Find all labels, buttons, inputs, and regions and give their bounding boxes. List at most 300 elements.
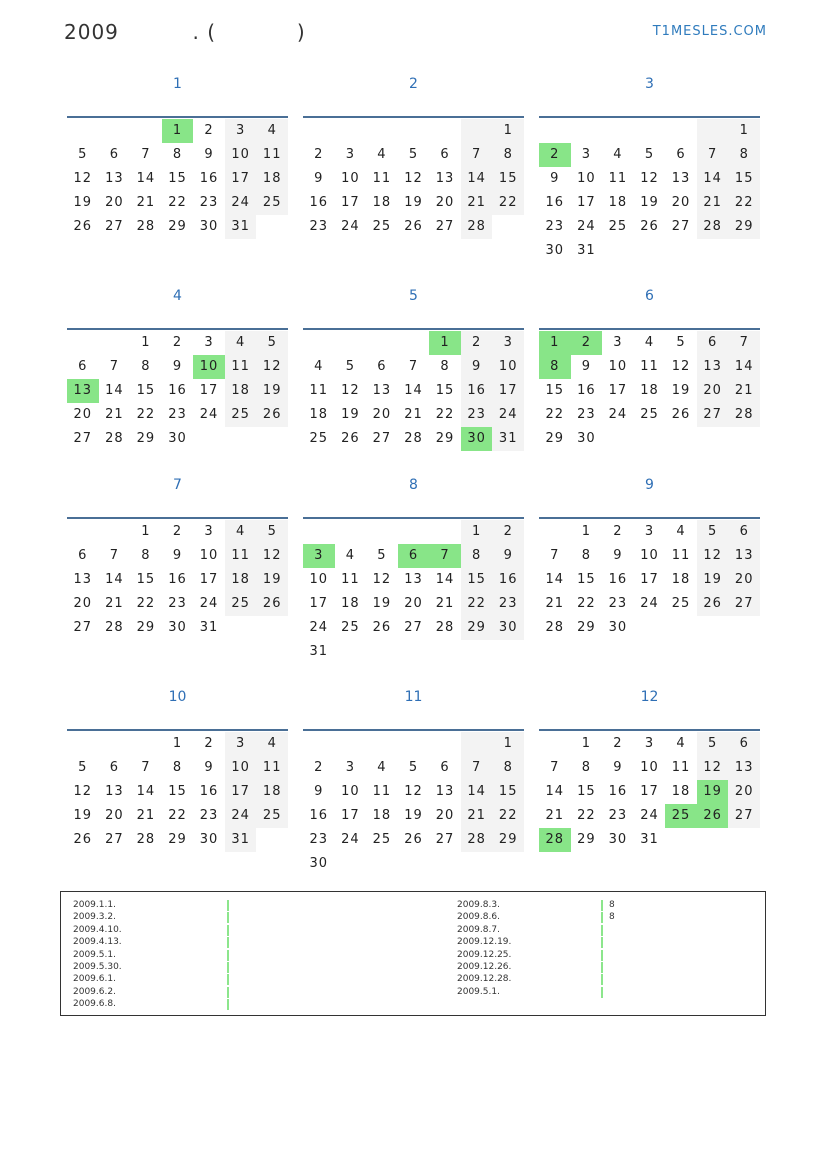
day-cell: 21 [545, 596, 565, 611]
day-cell: 22 [136, 407, 156, 422]
day-cell: 22 [168, 195, 187, 210]
day-cell: 2 [314, 760, 324, 775]
holiday-day-cell: 7 [429, 544, 461, 568]
day-cell: 26 [372, 620, 392, 635]
day-cell: 18 [671, 572, 691, 587]
day-cell: 6 [728, 520, 760, 544]
day-cell: 8 [728, 143, 760, 167]
day-cell: 25 [341, 620, 360, 635]
day-cell: 13 [728, 544, 760, 568]
empty-day-cell [602, 427, 634, 451]
day-cell: 21 [435, 596, 455, 611]
day-cell: 15 [461, 568, 493, 592]
month-name: 4 [173, 288, 182, 304]
day-cell: 26 [404, 219, 423, 234]
day-cell: 1 [141, 524, 151, 539]
day-cell: 3 [204, 335, 214, 350]
month-days [539, 119, 760, 263]
day-cell: 25 [372, 219, 392, 234]
month-days [303, 520, 524, 664]
day-cell: 20 [697, 379, 729, 403]
empty-day-cell [634, 427, 666, 451]
day-cell: 17 [309, 596, 329, 611]
day-cell: 1 [461, 520, 493, 544]
holiday-day-cell: 30 [461, 427, 493, 451]
day-cell: 15 [545, 383, 565, 398]
day-cell: 20 [728, 780, 760, 804]
day-cell: 10 [225, 143, 257, 167]
day-cell: 8 [141, 548, 151, 563]
day-cell: 20 [105, 808, 124, 823]
holiday-date: 2009.6.1. [73, 974, 116, 985]
holiday-day-cell: 28 [539, 828, 571, 852]
day-cell: 29 [492, 828, 524, 852]
holiday-marker [601, 912, 603, 923]
day-cell: 23 [545, 219, 565, 234]
day-cell: 9 [492, 544, 524, 568]
day-cell: 23 [309, 832, 329, 847]
day-cell: 24 [341, 832, 360, 847]
day-cell: 10 [341, 784, 360, 799]
day-cell: 21 [697, 191, 729, 215]
day-cell: 2 [314, 147, 324, 162]
day-cell: 4 [225, 331, 257, 355]
day-cell: 5 [256, 520, 288, 544]
day-cell: 10 [225, 756, 257, 780]
day-cell: 1 [492, 732, 524, 756]
holiday-date: 2009.12.25. [457, 949, 512, 960]
empty-day-cell [539, 520, 571, 544]
day-cell: 8 [141, 359, 151, 374]
day-cell: 19 [697, 568, 729, 592]
day-cell: 2 [613, 524, 623, 539]
day-cell: 14 [136, 171, 156, 186]
day-cell: 12 [256, 355, 288, 379]
month-divider [303, 517, 524, 519]
holiday-date: 2009.4.13. [73, 937, 122, 948]
day-cell: 8 [172, 147, 183, 162]
empty-day-cell [539, 119, 571, 143]
holiday-marker [601, 925, 603, 936]
day-cell: 2 [172, 335, 183, 350]
day-cell: 6 [109, 147, 119, 162]
day-cell: 24 [492, 403, 524, 427]
day-cell: 5 [676, 335, 686, 350]
day-cell: 13 [435, 784, 455, 799]
day-cell: 18 [640, 383, 659, 398]
day-cell: 24 [225, 804, 257, 828]
day-cell: 28 [461, 215, 493, 239]
day-cell: 6 [440, 147, 450, 162]
day-cell: 23 [199, 195, 219, 210]
empty-day-cell [697, 828, 729, 852]
month-name: 11 [404, 689, 423, 705]
day-cell: 14 [728, 355, 760, 379]
day-cell: 3 [345, 147, 355, 162]
empty-day-cell [303, 732, 335, 756]
site-name[interactable]: T1MESLES.COM [652, 24, 767, 39]
empty-day-cell [67, 520, 99, 544]
empty-day-cell [665, 119, 697, 143]
day-cell: 6 [697, 331, 729, 355]
day-cell: 11 [372, 171, 392, 186]
day-cell: 31 [225, 828, 257, 852]
day-cell: 16 [199, 171, 219, 186]
day-cell: 6 [676, 147, 686, 162]
day-cell: 9 [204, 760, 214, 775]
holiday-date: 2009.12.19. [457, 937, 512, 948]
empty-day-cell [697, 239, 729, 263]
empty-day-cell [697, 427, 729, 451]
day-cell: 22 [168, 808, 187, 823]
day-cell: 7 [408, 359, 419, 374]
day-cell: 19 [73, 808, 93, 823]
month-name: 2 [409, 76, 418, 92]
empty-day-cell [398, 732, 430, 756]
empty-day-cell [398, 119, 430, 143]
day-cell: 8 [492, 143, 524, 167]
holiday-marker [601, 937, 603, 948]
month-name: 9 [645, 477, 654, 493]
holiday-day-cell: 2 [539, 143, 571, 167]
holiday-marker [227, 925, 229, 936]
day-cell: 21 [404, 407, 423, 422]
day-cell: 8 [172, 760, 183, 775]
empty-day-cell [461, 119, 493, 143]
day-cell: 11 [225, 355, 257, 379]
month-name: 10 [168, 689, 187, 705]
day-cell: 12 [73, 784, 93, 799]
day-cell: 28 [435, 620, 455, 635]
empty-day-cell [492, 852, 524, 876]
day-cell: 7 [728, 331, 760, 355]
day-cell: 4 [256, 119, 288, 143]
day-cell: 16 [168, 572, 187, 587]
day-cell: 30 [492, 616, 524, 640]
month-days [67, 520, 288, 640]
day-cell: 13 [697, 355, 729, 379]
day-cell: 5 [78, 760, 88, 775]
empty-day-cell [429, 732, 461, 756]
day-cell: 27 [671, 219, 691, 234]
day-cell: 29 [728, 215, 760, 239]
day-cell: 20 [73, 407, 93, 422]
empty-day-cell [67, 331, 99, 355]
holiday-date: 2009.5.1. [73, 949, 116, 960]
empty-day-cell [398, 852, 430, 876]
day-cell: 10 [577, 171, 596, 186]
holiday-marker [601, 900, 603, 911]
day-cell: 19 [640, 195, 659, 210]
day-cell: 28 [461, 828, 493, 852]
day-cell: 18 [225, 568, 257, 592]
empty-day-cell [461, 732, 493, 756]
day-cell: 1 [141, 335, 151, 350]
day-cell: 1 [581, 736, 591, 751]
day-cell: 22 [545, 407, 565, 422]
day-cell: 9 [172, 359, 183, 374]
day-cell: 20 [73, 596, 93, 611]
empty-day-cell [398, 520, 430, 544]
day-cell: 21 [461, 804, 493, 828]
day-cell: 16 [461, 379, 493, 403]
holiday-date: 2009.8.7. [457, 924, 500, 935]
day-cell: 26 [697, 592, 729, 616]
day-cell: 25 [225, 592, 257, 616]
day-cell: 27 [404, 620, 423, 635]
day-cell: 18 [256, 780, 288, 804]
holiday-date: 2009.3.2. [73, 912, 116, 923]
day-cell: 25 [256, 804, 288, 828]
empty-day-cell [366, 852, 398, 876]
day-cell: 21 [728, 379, 760, 403]
month-calendar [67, 70, 288, 282]
month-divider [303, 328, 524, 330]
day-cell: 24 [225, 191, 257, 215]
empty-day-cell [256, 215, 288, 239]
day-cell: 23 [168, 407, 187, 422]
empty-day-cell [225, 427, 257, 451]
day-cell: 13 [105, 784, 124, 799]
empty-day-cell [99, 520, 131, 544]
empty-day-cell [130, 119, 162, 143]
day-cell: 26 [640, 219, 659, 234]
day-cell: 31 [199, 620, 219, 635]
day-cell: 26 [404, 832, 423, 847]
holiday-date: 2009.5.30. [73, 961, 122, 972]
day-cell: 31 [577, 243, 596, 258]
day-cell: 16 [199, 784, 219, 799]
month-divider [539, 328, 760, 330]
empty-day-cell [728, 616, 760, 640]
empty-day-cell [67, 732, 99, 756]
holiday-marker [601, 962, 603, 973]
month-name: 8 [409, 477, 418, 493]
day-cell: 28 [728, 403, 760, 427]
day-cell: 11 [608, 171, 628, 186]
empty-day-cell [697, 119, 729, 143]
day-cell: 27 [73, 431, 93, 446]
day-cell: 2 [204, 123, 214, 138]
empty-day-cell [335, 520, 367, 544]
day-cell: 12 [372, 572, 392, 587]
holiday-date: 2009.8.6. [457, 912, 500, 923]
month-days [539, 732, 760, 852]
day-cell: 24 [199, 407, 219, 422]
day-cell: 24 [577, 219, 596, 234]
month-calendar [303, 282, 524, 471]
day-cell: 18 [341, 596, 360, 611]
empty-day-cell [429, 852, 461, 876]
day-cell: 20 [372, 407, 392, 422]
month-days [67, 119, 288, 239]
day-cell: 14 [461, 167, 493, 191]
day-cell: 26 [256, 403, 288, 427]
day-cell: 10 [309, 572, 329, 587]
day-cell: 17 [341, 808, 360, 823]
empty-day-cell [665, 239, 697, 263]
day-cell: 20 [404, 596, 423, 611]
holiday-day-cell: 8 [539, 355, 571, 379]
empty-day-cell [602, 239, 634, 263]
day-cell: 14 [697, 167, 729, 191]
day-cell: 3 [644, 524, 655, 539]
day-cell: 13 [728, 756, 760, 780]
day-cell: 30 [168, 620, 187, 635]
day-cell: 3 [225, 119, 257, 143]
day-cell: 12 [671, 359, 691, 374]
day-cell: 10 [199, 548, 219, 563]
day-cell: 23 [461, 403, 493, 427]
empty-day-cell [256, 427, 288, 451]
empty-day-cell [539, 732, 571, 756]
holiday-day-cell: 13 [67, 379, 99, 403]
empty-day-cell [634, 616, 666, 640]
day-cell: 7 [550, 548, 560, 563]
day-cell: 31 [225, 215, 257, 239]
day-cell: 30 [199, 832, 219, 847]
holiday-day-cell: 1 [539, 331, 571, 355]
day-cell: 17 [640, 784, 659, 799]
day-cell: 8 [581, 548, 591, 563]
month-days [303, 331, 524, 451]
holiday-day-cell: 10 [193, 355, 225, 379]
day-cell: 1 [172, 736, 183, 751]
month-days [539, 520, 760, 640]
empty-day-cell [665, 427, 697, 451]
day-cell: 6 [440, 760, 450, 775]
day-cell: 6 [377, 359, 387, 374]
day-cell: 10 [492, 355, 524, 379]
day-cell: 27 [728, 804, 760, 828]
day-cell: 21 [136, 195, 156, 210]
holiday-marker [227, 987, 229, 998]
empty-day-cell [335, 331, 367, 355]
holiday-note: 8 [609, 912, 615, 923]
day-cell: 20 [105, 195, 124, 210]
holiday-day-cell: 6 [398, 544, 430, 568]
month-calendar [539, 471, 760, 683]
month-divider [67, 328, 288, 330]
day-cell: 6 [78, 548, 88, 563]
day-cell: 15 [168, 171, 187, 186]
day-cell: 8 [492, 756, 524, 780]
day-cell: 3 [613, 335, 623, 350]
day-cell: 9 [613, 548, 623, 563]
month-days [303, 119, 524, 239]
day-cell: 29 [435, 431, 455, 446]
day-cell: 21 [105, 596, 124, 611]
empty-day-cell [728, 239, 760, 263]
month-days [303, 732, 524, 876]
day-cell: 2 [613, 736, 623, 751]
empty-day-cell [99, 119, 131, 143]
day-cell: 4 [345, 548, 355, 563]
empty-day-cell [398, 640, 430, 664]
day-cell: 3 [204, 524, 214, 539]
day-cell: 18 [309, 407, 329, 422]
day-cell: 24 [341, 219, 360, 234]
day-cell: 25 [372, 832, 392, 847]
month-calendar [303, 471, 524, 683]
day-cell: 21 [136, 808, 156, 823]
month-calendar [539, 282, 760, 471]
day-cell: 20 [671, 195, 691, 210]
day-cell: 17 [492, 379, 524, 403]
day-cell: 6 [109, 760, 119, 775]
day-cell: 7 [550, 760, 560, 775]
empty-day-cell [99, 732, 131, 756]
month-calendar [303, 683, 524, 882]
day-cell: 17 [341, 195, 360, 210]
day-cell: 22 [577, 596, 596, 611]
month-days [67, 331, 288, 451]
day-cell: 17 [608, 383, 628, 398]
empty-day-cell [366, 520, 398, 544]
day-cell: 25 [309, 431, 329, 446]
day-cell: 18 [256, 167, 288, 191]
day-cell: 22 [728, 191, 760, 215]
month-calendar [539, 683, 760, 882]
empty-day-cell [225, 616, 257, 640]
holiday-day-cell: 3 [303, 544, 335, 568]
empty-day-cell [366, 119, 398, 143]
day-cell: 25 [608, 219, 628, 234]
holiday-day-cell: 26 [697, 804, 729, 828]
day-cell: 16 [309, 808, 329, 823]
empty-day-cell [335, 119, 367, 143]
day-cell: 16 [545, 195, 565, 210]
empty-day-cell [366, 640, 398, 664]
day-cell: 16 [577, 383, 596, 398]
day-cell: 19 [341, 407, 360, 422]
day-cell: 23 [608, 596, 628, 611]
day-cell: 15 [492, 167, 524, 191]
day-cell: 22 [577, 808, 596, 823]
day-cell: 5 [256, 331, 288, 355]
month-days [539, 331, 760, 451]
day-cell: 3 [225, 732, 257, 756]
day-cell: 18 [671, 784, 691, 799]
empty-day-cell [303, 119, 335, 143]
day-cell: 8 [461, 544, 493, 568]
day-cell: 17 [199, 383, 219, 398]
day-cell: 25 [225, 403, 257, 427]
day-cell: 14 [545, 784, 565, 799]
day-cell: 11 [225, 544, 257, 568]
holiday-marker [601, 950, 603, 961]
day-cell: 28 [136, 219, 156, 234]
day-cell: 19 [256, 379, 288, 403]
day-cell: 16 [492, 568, 524, 592]
holiday-marker [227, 900, 229, 911]
month-calendar [67, 683, 288, 882]
day-cell: 2 [204, 736, 214, 751]
day-cell: 1 [728, 119, 760, 143]
day-cell: 19 [73, 195, 93, 210]
empty-day-cell [728, 828, 760, 852]
holiday-marker [227, 950, 229, 961]
day-cell: 29 [168, 832, 187, 847]
empty-day-cell [697, 616, 729, 640]
holiday-date: 2009.4.10. [73, 924, 122, 935]
day-cell: 11 [341, 572, 360, 587]
holiday-date: 2009.12.26. [457, 961, 512, 972]
day-cell: 4 [613, 147, 623, 162]
day-cell: 29 [461, 616, 493, 640]
day-cell: 20 [435, 195, 455, 210]
day-cell: 7 [461, 143, 493, 167]
